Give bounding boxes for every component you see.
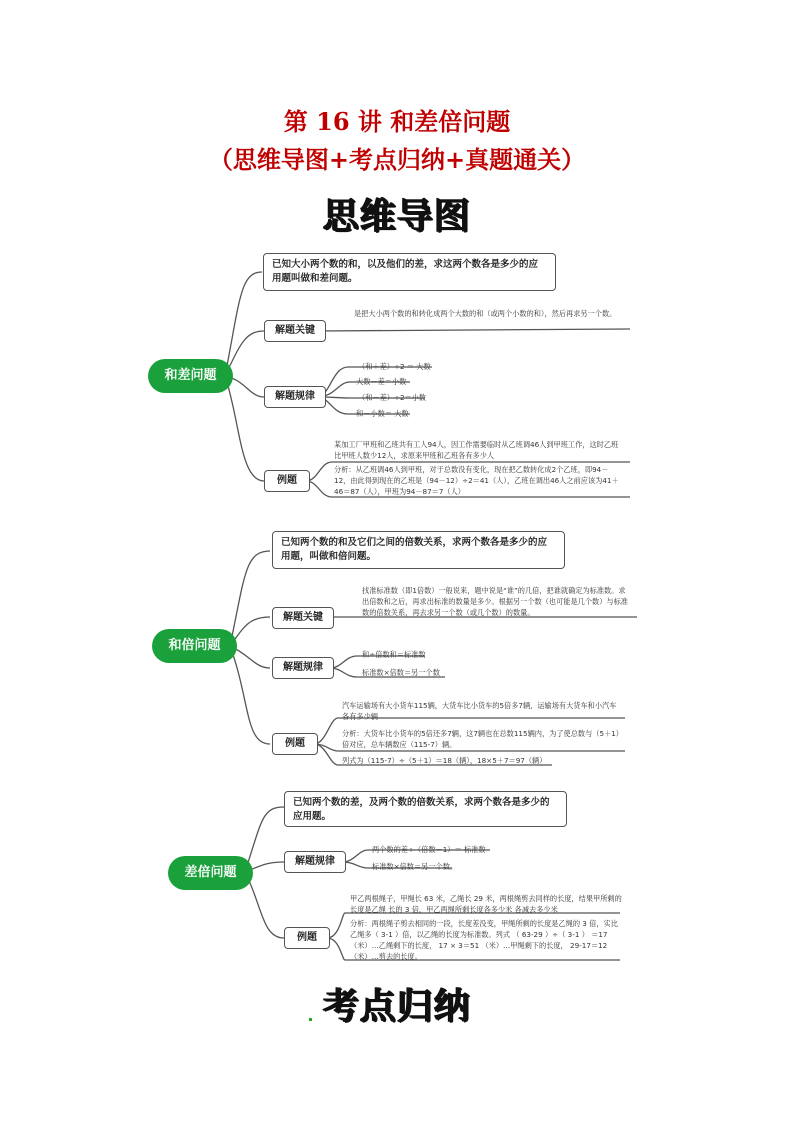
tag-example-2: 例题 [272, 733, 318, 755]
rule-1-1: （和＋差）÷2 ＝ 大数 [358, 362, 431, 371]
node-difference-multiple: 差倍问题 [168, 856, 253, 890]
key-points-banner: 考点归纳 [322, 986, 471, 1027]
tag-rules-3: 解题规律 [284, 851, 346, 873]
example-question-1: 某加工厂甲班和乙班共有工人94人，因工作需要临时从乙班调46人到甲班工作，这时乙班比甲班人数少12人，求原来甲班和乙班各有多少人 [334, 440, 619, 460]
tag-example-3: 例题 [284, 927, 330, 949]
rule-1-4: 和－小数＝ 大数 [356, 409, 409, 418]
rule-1-3: （和－差）÷2＝小数 [358, 393, 427, 402]
key-text-1: 是把大小两个数的和转化成两个大数的和（或两个小数的和），然后再求另一个数。 [354, 309, 617, 318]
example-analysis-3: 分析：两根绳子剪去相同的一段，长度差没变，甲绳所剩的长度是乙绳的 3 倍，实比乙绳多（ 3-1 ）倍，以乙绳的长度为标准数。列式 （ 63-29 ）÷（ 3-1 ） ＝17 （米）…乙绳剩下的长度， 17 × 3＝51 （米）…甲绳剩下的长度， 29-17＝12 （米）…剪去的长度。 [350, 919, 618, 961]
example-question-2: 汽车运输场有大小货车115辆，大货车比小货车的5倍多7辆，运输场有大货车和小汽车各有多少辆 [342, 701, 617, 721]
tag-key-1: 解题关键 [264, 320, 326, 342]
page-subtitle: （思维导图+考点归纳+真题通关） [208, 145, 586, 174]
rule-2-2: 标准数×倍数＝另一个数 [362, 668, 440, 677]
page-title: 第 16 讲 和差倍问题 [283, 107, 511, 136]
rule-3-1: 两个数的差÷（倍数－1）＝ 标准数 [372, 845, 486, 854]
definition-difference-multiple: 已知两个数的差，及两个数的倍数关系，求两个数各是多少的应用题。 [284, 791, 567, 827]
node-sum-difference: 和差问题 [148, 359, 233, 393]
definition-sum-difference: 已知大小两个数的和，以及他们的差，求这两个数各是多少的应用题叫做和差问题。 [263, 253, 556, 291]
node-sum-multiple: 和倍问题 [152, 629, 237, 663]
example-analysis-2: 分析：大货车比小货车的5倍还多7辆，这7辆也在总数115辆内，为了使总数与（5＋1）倍对应，总车辆数应（115-7）辆。 [342, 729, 620, 749]
green-mark [309, 1018, 312, 1021]
tag-key-2: 解题关键 [272, 607, 334, 629]
example-analysis-1: 分析：从乙班调46人到甲班，对于总数没有变化，现在把乙数转化成2个乙班，即94－12，由此得到现在的乙班是（94－12）÷2＝41（人），乙班在调出46人之前应该为41＋46＝87（人），甲班为94－87＝7（人） [334, 465, 619, 496]
rule-3-2: 标准数×倍数＝另一个数。 [372, 862, 458, 871]
rule-1-2: 大数－差＝小数 [356, 377, 407, 386]
example-calc-2: 列式为（115-7）÷（5＋1）＝18（辆），18×5＋7＝97（辆） [342, 756, 547, 765]
definition-sum-multiple: 已知两个数的和及它们之间的倍数关系，求两个数各是多少的应用题，叫做和倍问题。 [272, 531, 565, 569]
example-question-3: 甲乙两根绳子，甲绳长 63 米，乙绳长 29 米，两根绳剪去同样的长度，结果甲所剩的长度是乙绳 长的 3 倍，甲乙两绳所剩长度各多少米 各减去多少米 [350, 894, 622, 914]
key-text-2: 找准标准数（即1倍数）一般说来，题中说是“谁”的几倍，把谁就确定为标准数。求出倍数和之后，再求出标准的数量是多少。根据另一个数（也可能是几个数）与标准数的倍数关系，再去求另一个数（或几个数）的数量。 [362, 586, 628, 617]
rule-2-1: 和÷倍数和＝标准数 [362, 650, 426, 659]
tag-rules-1: 解题规律 [264, 386, 326, 408]
tag-example-1: 例题 [264, 470, 310, 492]
tag-rules-2: 解题规律 [272, 657, 334, 679]
mindmap-banner: 思维导图 [322, 196, 471, 237]
